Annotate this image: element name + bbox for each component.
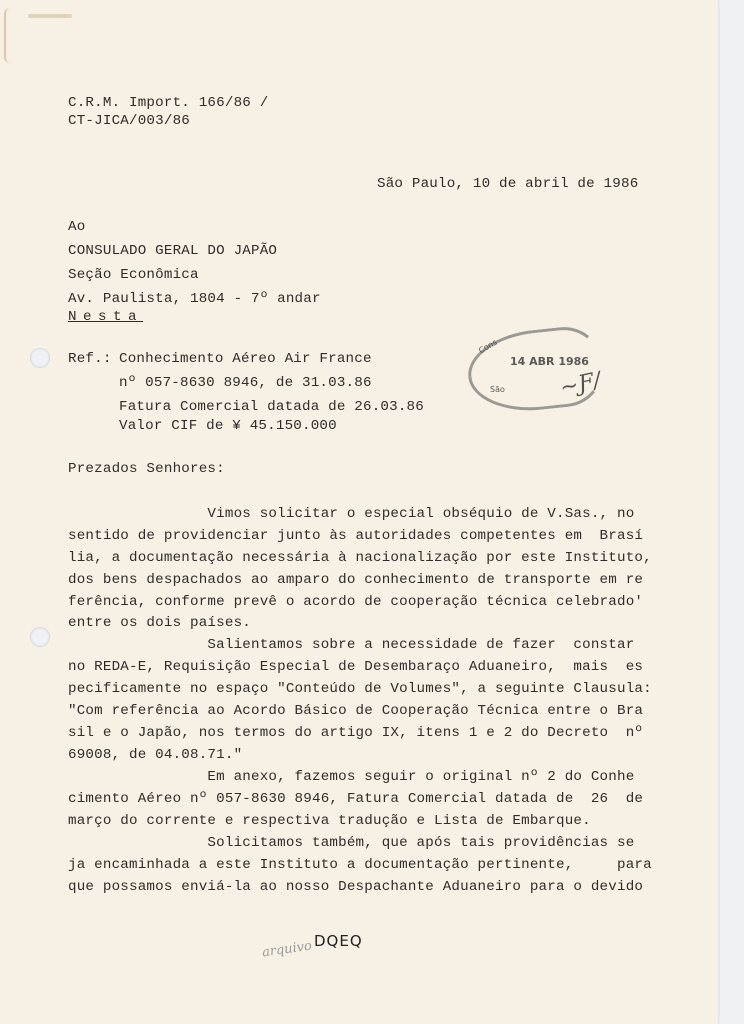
- ref-line: Conhecimento Aéreo Air France: [119, 351, 372, 367]
- body-line: dos bens despachados ao amparo do conhecimento de transporte em re: [68, 572, 644, 588]
- ref-line: Valor CIF de ¥ 45.150.000: [119, 418, 337, 434]
- addressee-name: CONSULADO GERAL DO JAPÃO: [68, 243, 278, 259]
- stamp-date: 14 ABR 1986: [510, 355, 589, 368]
- stamp-signature: ~Ƒ/: [557, 367, 604, 402]
- body-line: Solicitamos também, que após tais providências se: [68, 835, 635, 851]
- punch-hole: [30, 627, 50, 647]
- body-line: lia, a documentação necessária à nacionalização por este Instituto,: [68, 550, 652, 566]
- body-line: ferência, conforme prevê o acordo de cooperação técnica celebrado': [68, 594, 644, 610]
- body-line: entre os dois países.: [68, 615, 251, 631]
- handwritten-note-gray: arquivo: [261, 938, 313, 961]
- punch-hole: [30, 348, 50, 368]
- addressee-locality: Nesta: [68, 309, 144, 325]
- addressee-department: Seção Econômica: [68, 267, 199, 283]
- reference-line: CT-JICA/003/86: [68, 113, 190, 129]
- place-date: São Paulo, 10 de abril de 1986: [377, 176, 639, 192]
- body-line: Vimos solicitar o especial obséquio de V.Sas., no: [68, 506, 635, 522]
- body-line: que possamos enviá-la ao nosso Despachante Aduaneiro para o devido: [68, 879, 644, 895]
- body-line: março do corrente e respectiva tradução e Lista de Embarque.: [68, 813, 591, 829]
- body-line: pecificamente no espaço "Conteúdo de Volumes", a seguinte Clausula:: [68, 681, 652, 697]
- body-line: Em anexo, fazemos seguir o original nº 2 do Conhe: [68, 769, 635, 785]
- body-line: 69008, de 04.08.71.": [68, 747, 243, 763]
- greeting: Prezados Senhores:: [68, 461, 225, 477]
- ref-line: nº 057-8630 8946, de 31.03.86: [119, 375, 372, 391]
- stamp-top-text: Cons: [477, 337, 499, 356]
- handwritten-note-dark: DQEQ: [314, 932, 363, 950]
- ref-line: Fatura Comercial datada de 26.03.86: [119, 399, 424, 415]
- body-line: Salientamos sobre a necessidade de fazer constar: [68, 637, 635, 653]
- body-line: "Com referência ao Acordo Básico de Cooperação Técnica entre o Bra: [68, 703, 644, 719]
- body-line: sentido de providenciar junto às autoridades competentes em Brasí: [68, 528, 644, 544]
- paper-stain: [28, 14, 72, 18]
- addressee-prefix: Ao: [68, 219, 86, 235]
- body-line: ja encaminhada a este Instituto a documentação pertinente, para: [68, 857, 652, 873]
- body-line: no REDA-E, Requisição Especial de Desembaraço Aduaneiro, mais es: [68, 659, 644, 675]
- body-line: sil e o Japão, nos termos do artigo IX, itens 1 e 2 do Decreto nº: [68, 725, 644, 741]
- addressee-address: Av. Paulista, 1804 - 7º andar: [68, 291, 321, 307]
- reference-line: C.R.M. Import. 166/86 /: [68, 95, 269, 111]
- body-line: cimento Aéreo nº 057-8630 8946, Fatura Comercial datada de 26 de: [68, 791, 644, 807]
- stamp-bottom-text: São: [490, 385, 505, 394]
- ref-label: Ref.:: [68, 351, 112, 367]
